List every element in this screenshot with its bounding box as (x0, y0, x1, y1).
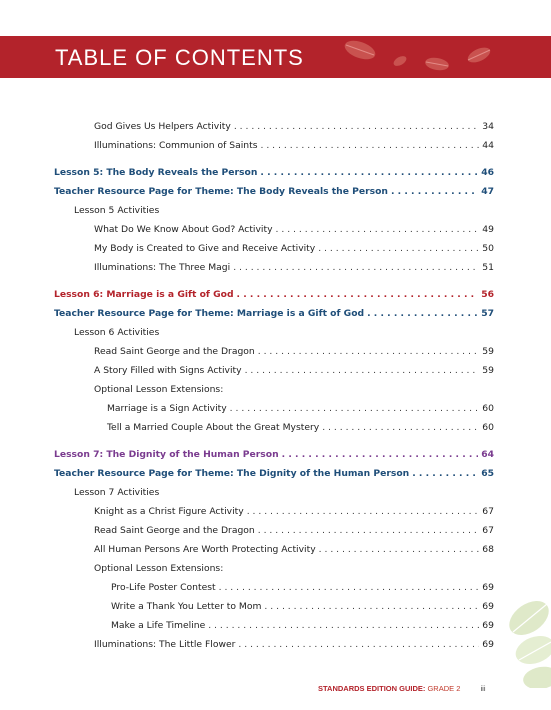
toc-lesson-heading[interactable] (54, 167, 494, 179)
leader-dots (264, 601, 479, 613)
entry-page: 65 (481, 468, 494, 479)
page-footer (318, 684, 486, 693)
entry-page: 69 (482, 620, 494, 631)
entry-title: God Gives Us Helpers Activity (94, 121, 231, 132)
toc-entry[interactable] (94, 121, 494, 133)
toc-entry[interactable] (94, 243, 494, 255)
entry-title: Teacher Resource Page for Theme: Marriage is a Gift of God (54, 308, 365, 319)
toc-entry[interactable] (94, 365, 494, 377)
leaf-decoration-icon (340, 39, 380, 61)
leader-dots (276, 224, 480, 236)
leader-dots (319, 544, 480, 556)
title-banner (0, 36, 551, 78)
entry-title: Tell a Married Couple About the Great Mystery (107, 422, 320, 433)
entry-title: Lesson 6: Marriage is a Gift of God (54, 289, 234, 300)
entry-title: Pro-Life Poster Contest (111, 582, 216, 593)
leader-dots (367, 308, 478, 320)
entry-page: 67 (482, 506, 494, 517)
page-title: TABLE OF CONTENTS (55, 45, 304, 70)
entry-page: 69 (482, 639, 494, 650)
entry-title: Knight as a Christ Figure Activity (94, 506, 244, 517)
entry-page: 51 (482, 262, 494, 273)
entry-page: 68 (482, 544, 494, 555)
entry-title: What Do We Know About God? Activity (94, 224, 273, 235)
leader-dots (238, 639, 479, 651)
toc-entry[interactable] (94, 346, 494, 358)
entry-title: Illuminations: The Little Flower (94, 639, 236, 650)
leader-dots (230, 403, 480, 415)
toc-activities-label: Lesson 5 Activities (74, 205, 160, 216)
entry-page: 47 (481, 186, 494, 197)
leader-dots (219, 582, 480, 594)
entry-title: Lesson 5: The Body Reveals the Person (54, 167, 258, 178)
leaf-decoration-icon (423, 56, 451, 72)
entry-page: 57 (481, 308, 494, 319)
leader-dots (318, 243, 479, 255)
leader-dots (261, 140, 480, 152)
toc-entry[interactable] (94, 525, 494, 537)
toc-entry[interactable] (107, 403, 494, 415)
toc-activities-label: Lesson 6 Activities (74, 327, 160, 338)
entry-title: All Human Persons Are Worth Protecting Activity (94, 544, 316, 555)
leaf-corner-decoration-icon (501, 598, 551, 688)
toc-lesson-heading[interactable] (54, 449, 494, 461)
entry-title: Teacher Resource Page for Theme: The Dignity of the Human Person (54, 468, 410, 479)
toc-teacher-resource-heading[interactable] (54, 468, 494, 480)
toc-entry[interactable] (94, 639, 494, 651)
toc-extensions-label: Optional Lesson Extensions: (94, 563, 224, 574)
entry-title: Illuminations: Communion of Saints (94, 140, 258, 151)
entry-title: Illuminations: The Three Magi (94, 262, 231, 273)
toc-teacher-resource-heading[interactable] (54, 186, 494, 198)
entry-page: 59 (482, 346, 494, 357)
entry-page: 60 (482, 403, 494, 414)
footer-page-number: iii (480, 684, 486, 693)
toc-entry[interactable] (94, 140, 494, 152)
entry-page: 49 (482, 224, 494, 235)
toc-entry[interactable] (111, 601, 494, 613)
entry-title: Read Saint George and the Dragon (94, 346, 255, 357)
entry-page: 64 (481, 449, 494, 460)
entry-page: 50 (482, 243, 494, 254)
leader-dots (391, 186, 478, 198)
entry-page: 67 (482, 525, 494, 536)
entry-page: 60 (482, 422, 494, 433)
entry-title: Marriage is a Sign Activity (107, 403, 227, 414)
entry-page: 59 (482, 365, 494, 376)
leader-dots (258, 346, 480, 358)
toc-entry[interactable] (94, 262, 494, 274)
entry-title: A Story Filled with Signs Activity (94, 365, 242, 376)
leader-dots (208, 620, 479, 632)
footer-grade: GRADE 2 (427, 684, 461, 693)
entry-title: Teacher Resource Page for Theme: The Body Reveals the Person (54, 186, 388, 197)
entry-title: Read Saint George and the Dragon (94, 525, 255, 536)
entry-title: Write a Thank You Letter to Mom (111, 601, 262, 612)
entry-page: 56 (481, 289, 494, 300)
leaf-decoration-icon (392, 54, 408, 68)
leader-dots (245, 365, 480, 377)
toc-entry[interactable] (111, 620, 494, 632)
toc-extensions-label: Optional Lesson Extensions: (94, 384, 224, 395)
footer-guide-label: STANDARDS EDITION GUIDE: (318, 684, 426, 693)
toc-entry[interactable] (94, 506, 494, 518)
leader-dots (322, 422, 479, 434)
entry-title: Lesson 7: The Dignity of the Human Person (54, 449, 279, 460)
entry-title: Make a Life Timeline (111, 620, 206, 631)
toc-entry[interactable] (94, 544, 494, 556)
toc-teacher-resource-heading[interactable] (54, 308, 494, 320)
toc-activities-label: Lesson 7 Activities (74, 487, 160, 498)
entry-page: 46 (481, 167, 494, 178)
toc-entry[interactable] (94, 224, 494, 236)
leader-dots (247, 506, 480, 518)
leader-dots (237, 289, 479, 301)
entry-page: 69 (482, 601, 494, 612)
toc-entry[interactable] (111, 582, 494, 594)
leader-dots (234, 121, 479, 133)
entry-page: 44 (482, 140, 494, 151)
leader-dots (282, 449, 479, 461)
leader-dots (233, 262, 479, 274)
entry-page: 69 (482, 582, 494, 593)
leader-dots (260, 167, 478, 179)
leader-dots (412, 468, 478, 480)
entry-page: 34 (482, 121, 494, 132)
entry-title: My Body is Created to Give and Receive Activity (94, 243, 316, 254)
toc-lesson-heading[interactable] (54, 289, 494, 301)
leader-dots (258, 525, 480, 537)
toc-entry[interactable] (107, 422, 494, 434)
leaf-decoration-icon (465, 46, 493, 64)
